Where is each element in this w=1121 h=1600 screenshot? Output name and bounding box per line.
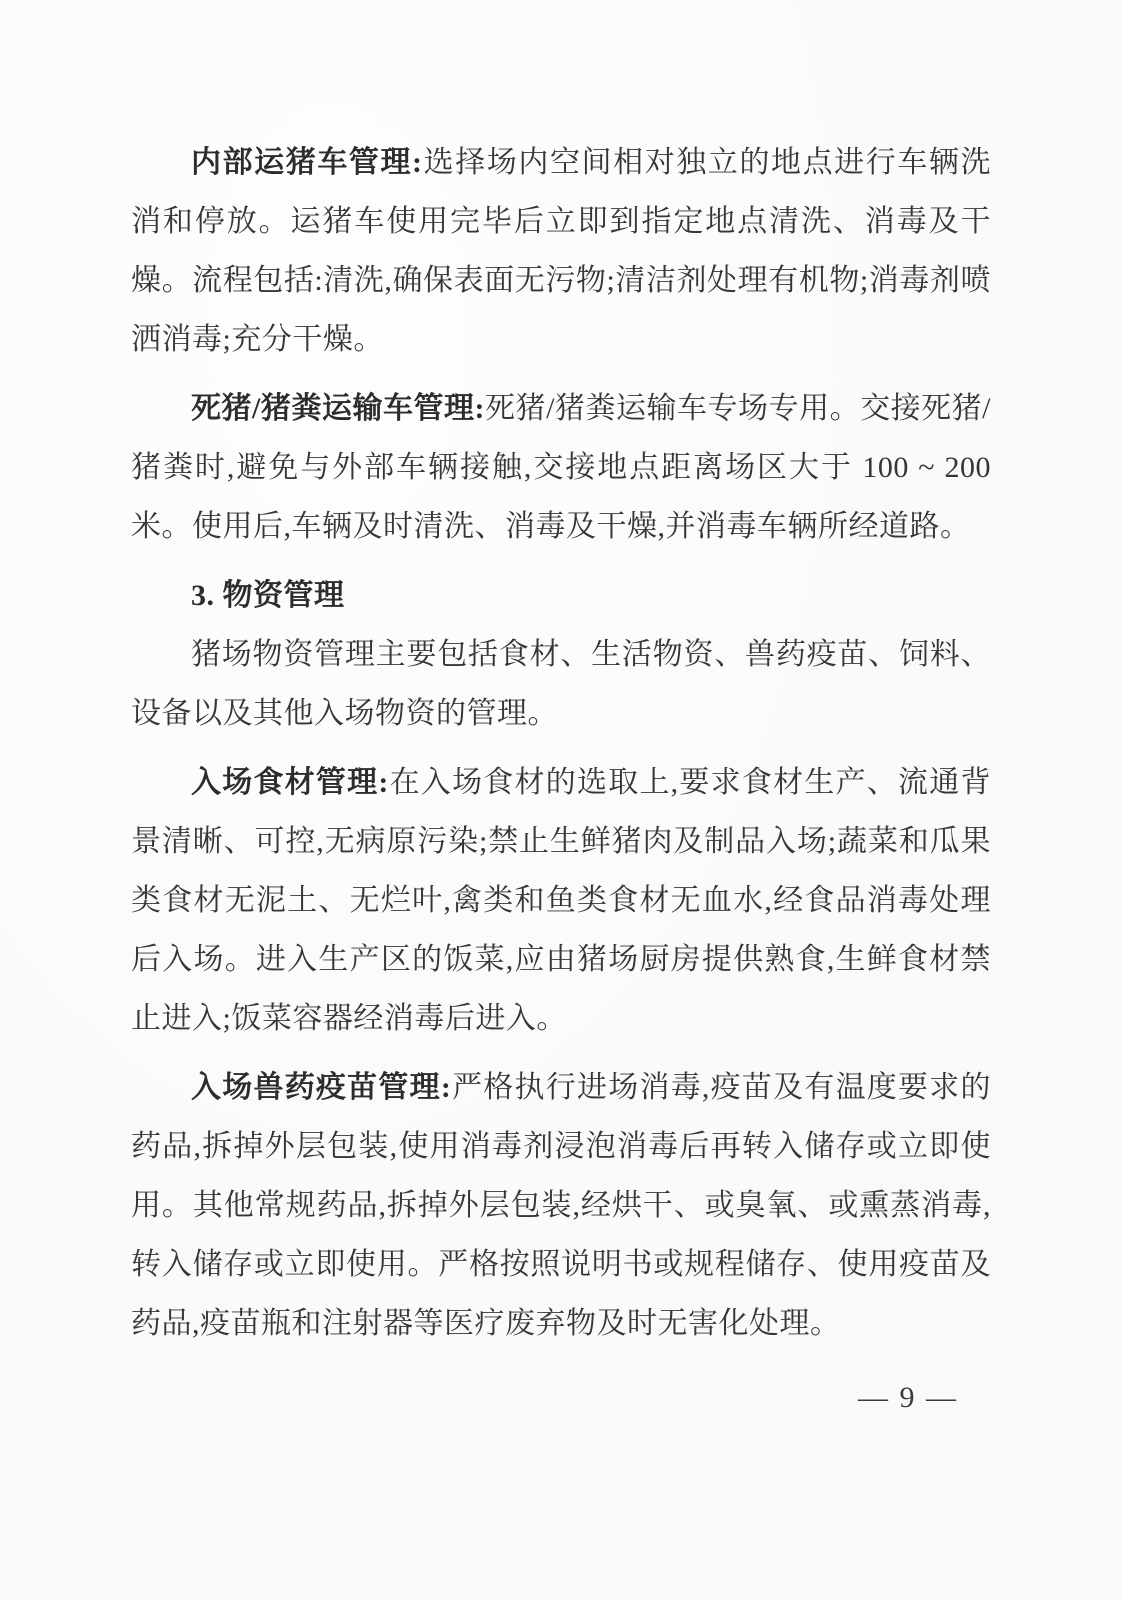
paragraph-lead-vaccine: 入场兽药疫苗管理: [191,1071,452,1104]
paragraph-text-food: 在入场食材的选取上,要求食材生产、流通背景清晰、可控,无病原污染;禁止生鲜猪肉及制品入场;蔬菜和瓜果类食材无泥土、无烂叶,禽类和鱼类食材无血水,经食品消毒处理后入场。进入生产区的饭菜,应由猪场厨房提供熟食,生鲜食材禁止进入;饭菜容器经消毒后进入。 [131,766,991,1035]
paragraph-lead-dead-pig-truck: 死猪/猪粪运输车管理: [191,392,486,425]
paragraph-internal-truck [131,133,991,369]
paragraph-vaccine [131,1058,991,1353]
paragraph-dead-pig-truck [131,379,991,556]
page-number: — 9 — [858,1381,958,1414]
page-content [131,133,991,1363]
paragraph-lead-food: 入场食材管理: [191,766,389,799]
paragraph-text-internal-truck: 选择场内空间相对独立的地点进行车辆洗消和停放。运猪车使用完毕后立即到指定地点清洗、消毒及干燥。流程包括:清洗,确保表面无污物;清洁剂处理有机物;消毒剂喷洒消毒;充分干燥。 [131,146,992,356]
paragraph-food [131,753,991,1048]
paragraph-text-dead-pig-truck: 死猪/猪粪运输车专场专用。交接死猪/猪粪时,避免与外部车辆接触,交接地点距离场区大于 100 ~ 200 米。使用后,车辆及时清洗、消毒及干燥,并消毒车辆所经道路。 [131,392,992,543]
section-heading-materials: 3. 物资管理 [191,579,345,612]
paragraph-text-vaccine: 严格执行进场消毒,疫苗及有温度要求的药品,拆掉外层包装,使用消毒剂浸泡消毒后再转入储存或立即使用。其他常规药品,拆掉外层包装,经烘干、或臭氧、或熏蒸消毒,转入储存或立即使用。严格按照说明书或规程储存、使用疫苗及药品,疫苗瓶和注射器等医疗废弃物及时无害化处理。 [131,1071,991,1340]
paragraph-lead-internal-truck: 内部运猪车管理: [191,146,423,179]
paragraph-materials-intro: 猪场物资管理主要包括食材、生活物资、兽药疫苗、饲料、设备以及其他入场物资的管理。 [131,638,991,730]
